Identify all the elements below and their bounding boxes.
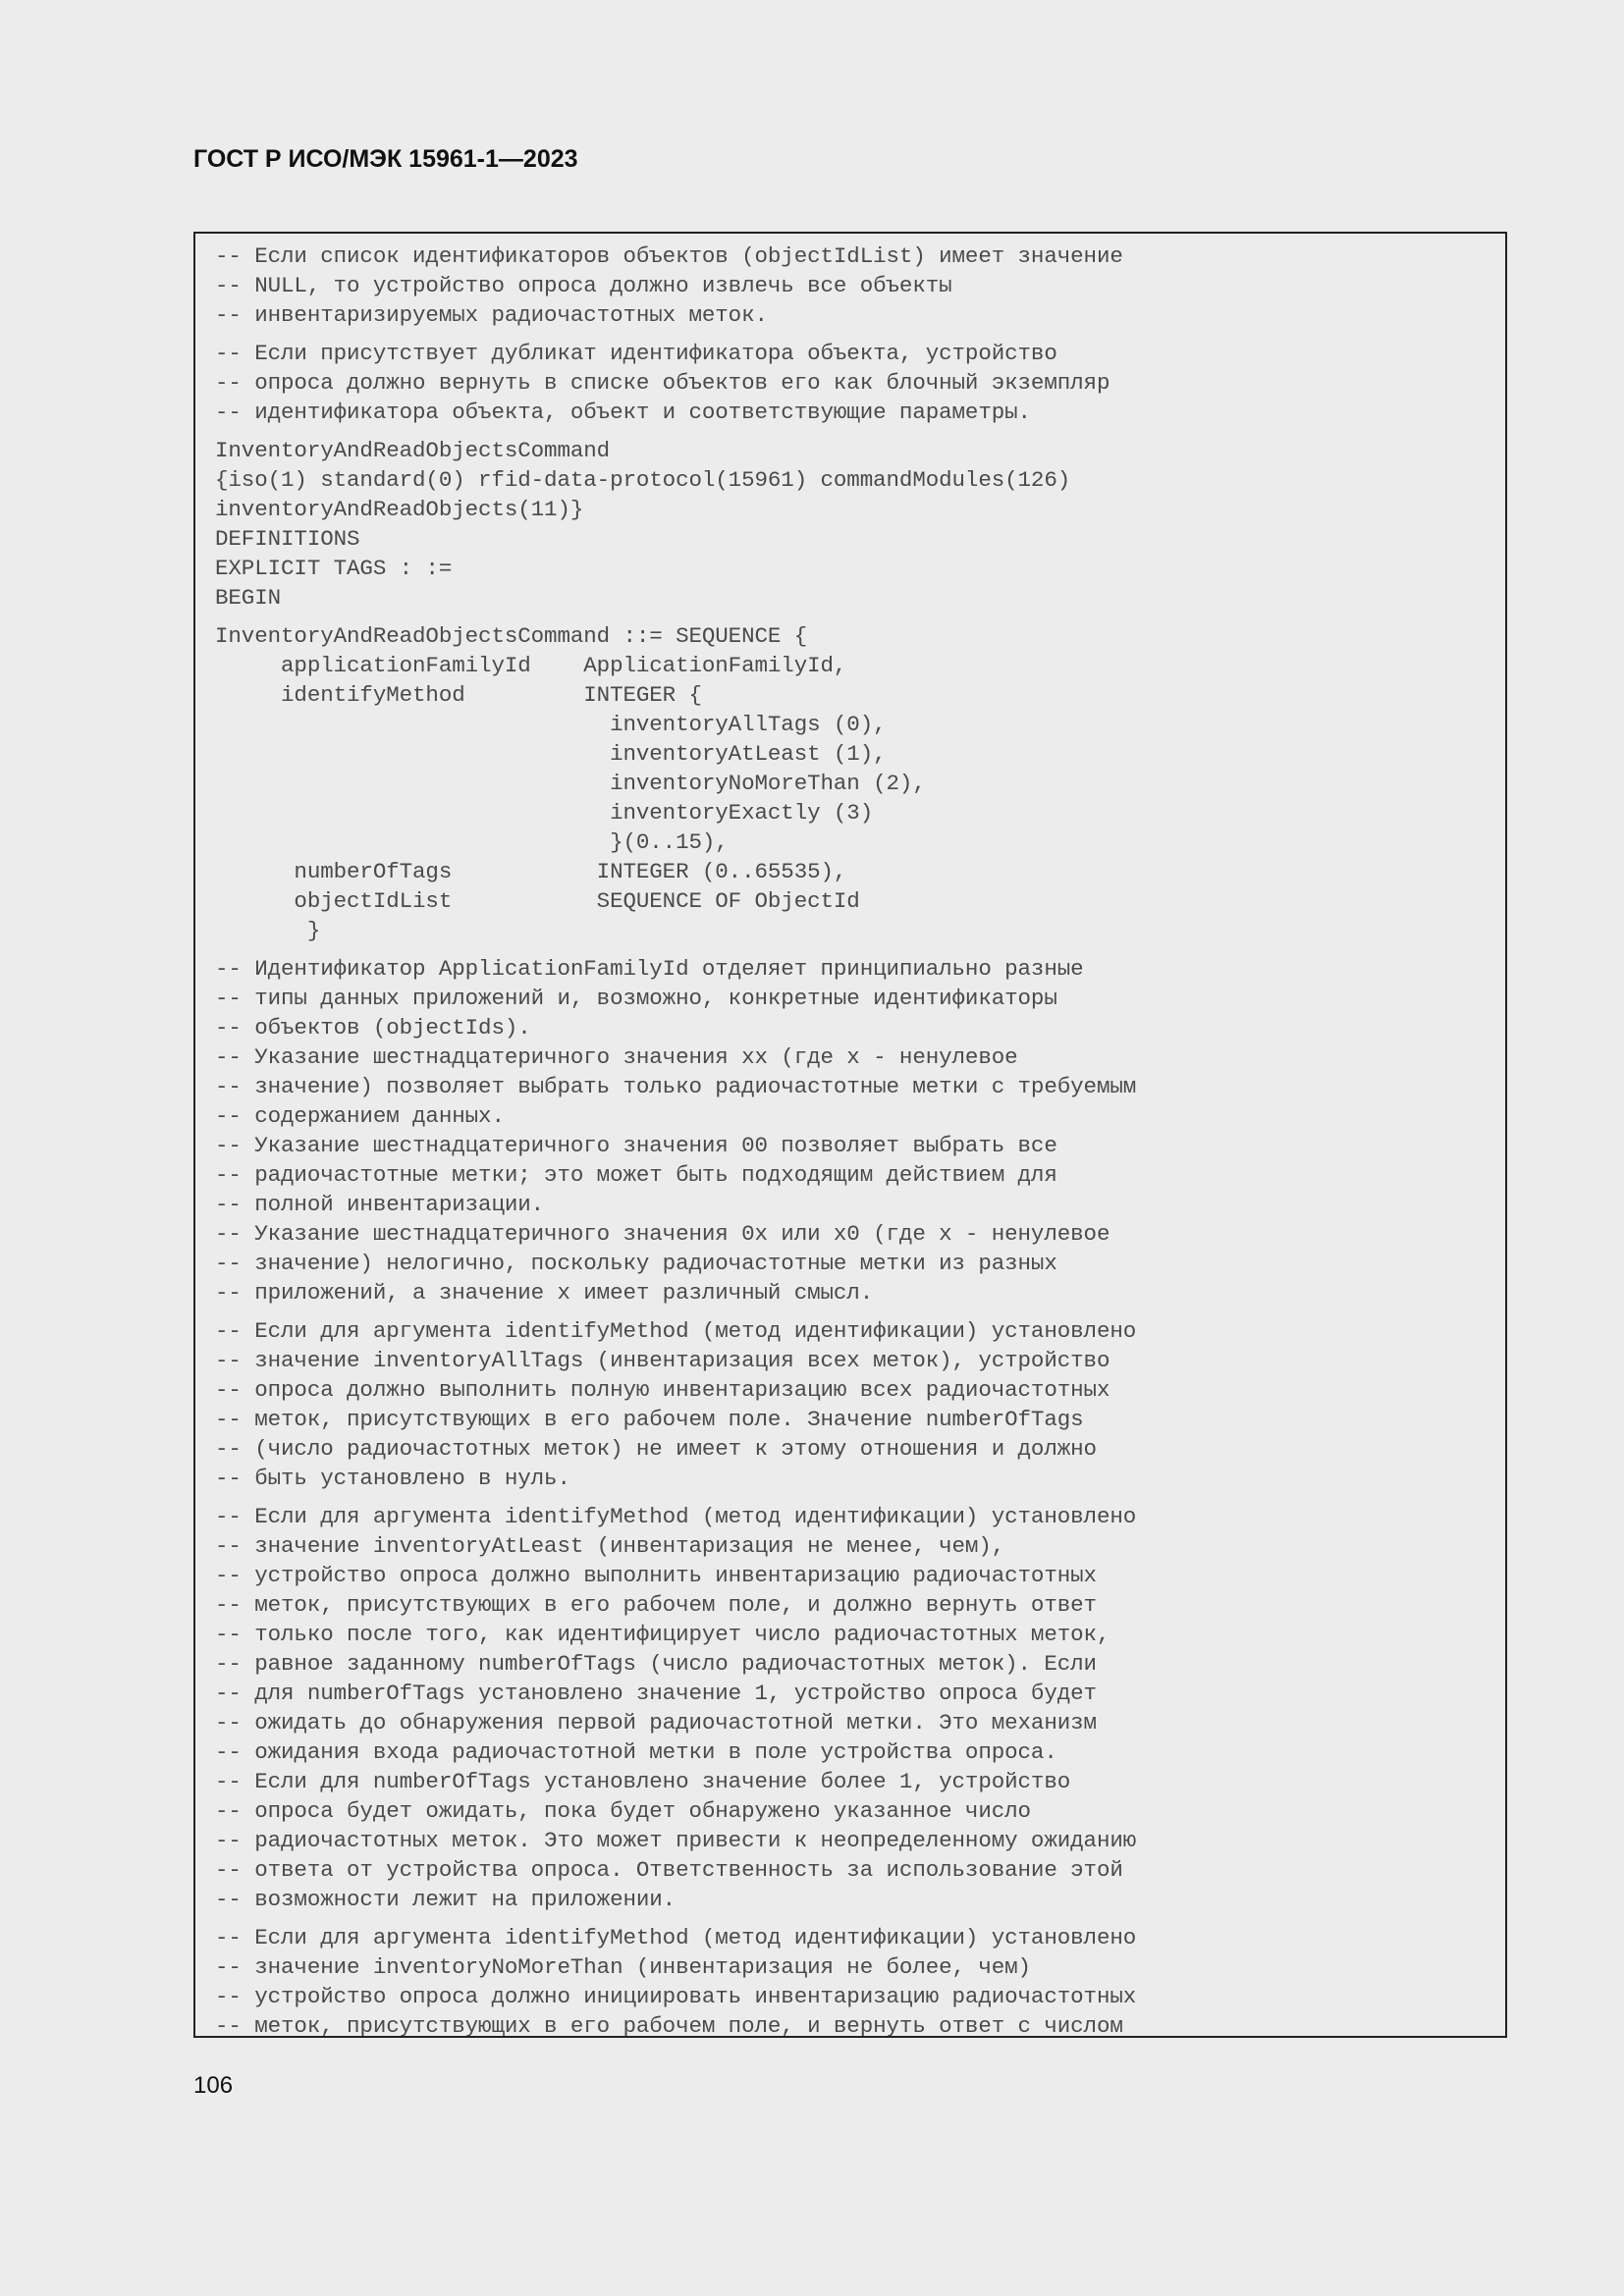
code-comment-block: -- Если для аргумента identifyMethod (метод идентификации) установлено -- значение inventoryAtLeast (инвентаризация не менее, чем), -- устройство опроса должно выполнить инвентаризацию радиочастотных -- меток, присутствующих в его рабочем поле, и должно вернуть ответ -- только после того, как идентифицирует число радиочастотных меток, -- равное заданному numberOfTags (число радиочастотных меток). Если -- для numberOfTags установлено значение 1, устройство опроса будет -- ожидать до обнаружения первой радиочастотной метки. Это механизм -- ожидания входа радиочастотной метки в поле устройства опроса. -- Если для numberOfTags установлено значение более 1, устройство -- опроса будет ожидать, пока будет обнаружено указанное число -- радиочастотных меток. Это может привести к неопределенному ожиданию -- ответа от устройства опроса. Ответственность за использование этой -- возможности лежит на приложении. <box>215 1504 1137 1912</box>
sequence-definition-block: InventoryAndReadObjectsCommand ::= SEQUENCE { applicationFamilyId ApplicationFamilyId, identifyMethod INTEGER { inventoryAllTags (0), inventoryAtLeast (1), inventoryNoMoreThan (2), inventoryExactly (3) }(0..15), numberOfTags INTEGER (0..65535), objectIdList SEQUENCE OF ObjectId } <box>215 623 926 943</box>
module-definition-block: InventoryAndReadObjectsCommand {iso(1) standard(0) rfid-data-protocol(15961) commandModules(126) inventoryAndReadObjects(11)} DEFINITIONS EXPLICIT TAGS : := BEGIN <box>215 438 1071 611</box>
code-comment-block: -- Если для аргумента identifyMethod (метод идентификации) установлено -- значение inventoryAllTags (инвентаризация всех меток), устройство -- опроса должно выполнить полную инвентаризацию всех радиочастотных -- меток, присутствующих в его рабочем поле. Значение numberOfTags -- (число радиочастотных меток) не имеет к этому отношения и должно -- быть установлено в нуль. <box>215 1318 1137 1491</box>
code-comment-block: -- Идентификатор ApplicationFamilyId отделяет принципиально разные -- типы данных приложений и, возможно, конкретные идентификаторы -- объектов (objectIds). -- Указание шестнадцатеричного значения хх (где х - ненулевое -- значение) позволяет выбрать только радиочастотные метки с требуемым -- содержанием данных. -- Указание шестнадцатеричного значения 00 позволяет выбрать все -- радиочастотные метки; это может быть подходящим действием для -- полной инвентаризации. -- Указание шестнадцатеричного значения 0х или х0 (где х - ненулевое -- значение) нелогично, поскольку радиочастотные метки из разных -- приложений, а значение х имеет различный смысл. <box>215 956 1137 1306</box>
page-header: ГОСТ Р ИСО/МЭК 15961-1—2023 <box>193 145 578 173</box>
code-comment-block: -- Если список идентификаторов объектов (objectIdList) имеет значение -- NULL, то устройство опроса должно извлечь все объекты -- инвентаризируемых радиочастотных меток. <box>215 243 1123 328</box>
code-comment-block: -- Если для аргумента identifyMethod (метод идентификации) установлено -- значение inventoryNoMoreThan (инвентаризация не более, чем) -- устройство опроса должно инициировать инвентаризацию радиочастотных -- меток, присутствующих в его рабочем поле, и вернуть ответ с числом <box>215 1925 1137 2038</box>
page-number: 106 <box>193 2072 234 2099</box>
code-listing-frame <box>193 232 1507 2038</box>
code-comment-block: -- Если присутствует дубликат идентификатора объекта, устройство -- опроса должно вернуть в списке объектов его как блочный экземпляр -- идентификатора объекта, объект и соответствующие параметры. <box>215 341 1110 425</box>
